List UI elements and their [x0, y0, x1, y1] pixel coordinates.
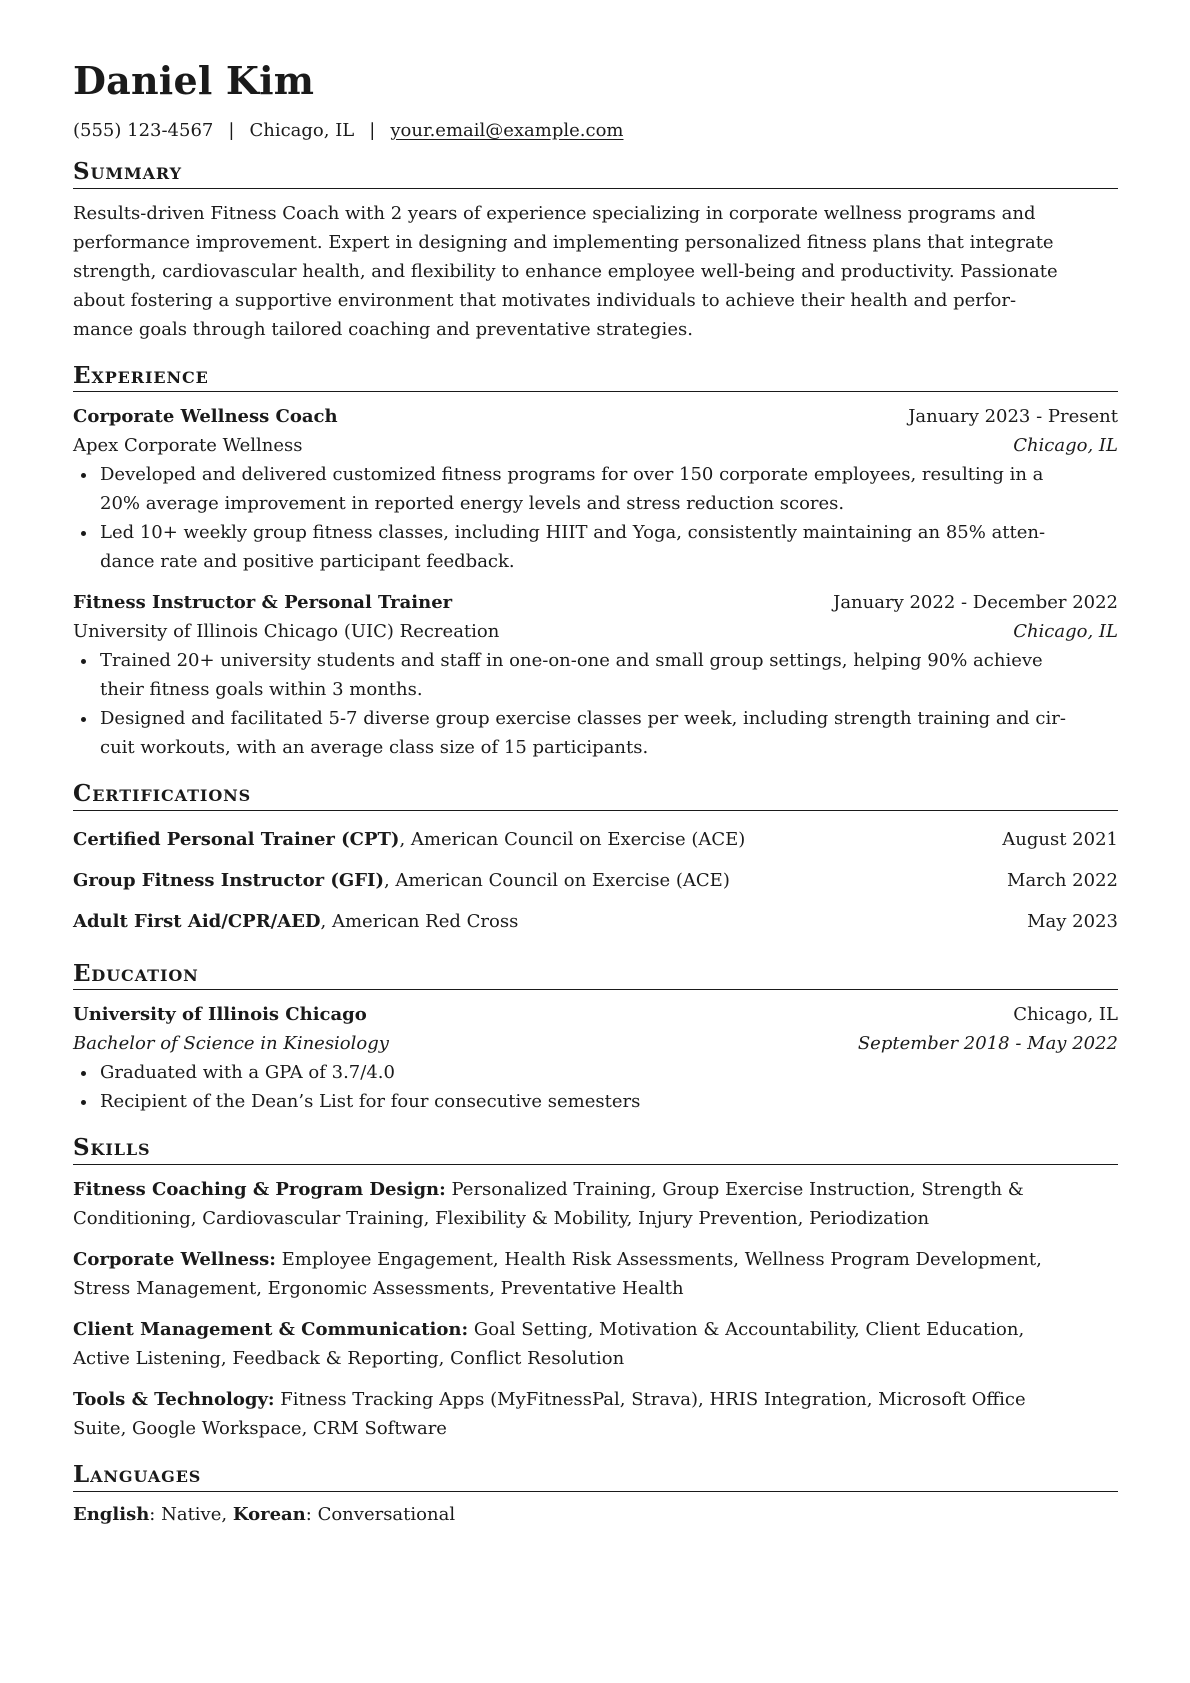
- certification-name: Certified Personal Trainer (CPT): [73, 828, 400, 850]
- education-heading: Education: [73, 960, 1118, 991]
- job-bullets: [73, 646, 1118, 762]
- contact-separator: |: [369, 120, 376, 141]
- bullet-item: [73, 646, 1118, 704]
- summary-heading: Summary: [73, 158, 1118, 189]
- skill-group: [73, 1175, 1118, 1233]
- contact-separator: |: [228, 120, 235, 141]
- job-title-row: [73, 588, 1118, 617]
- certification-row: [73, 901, 1118, 942]
- skill-line: [73, 1175, 1118, 1204]
- school-name: University of Illinois Chicago: [73, 1004, 367, 1026]
- degree-dates: September 2018 - May 2022: [857, 1033, 1118, 1055]
- summary-text: [73, 199, 1118, 344]
- skill-label: Tools & Technology:: [73, 1388, 275, 1410]
- school-location: Chicago, IL: [1013, 1004, 1118, 1026]
- certification-text: [73, 901, 518, 942]
- job-org-row: [73, 617, 1118, 646]
- skill-items: Employee Engagement, Health Risk Assessments, Wellness Program Development,: [275, 1248, 1042, 1270]
- contact-line: [73, 122, 1118, 140]
- bullet-item: Graduated with a GPA of 3.7/4.0: [73, 1058, 1118, 1087]
- bullet-line: 20% average improvement in reported energy levels and stress reduction scores.: [100, 493, 845, 515]
- bullet-line: their fitness goals within 3 months.: [100, 679, 423, 701]
- skill-label: Fitness Coaching & Program Design:: [73, 1178, 446, 1200]
- job-title: Corporate Wellness Coach: [73, 406, 338, 428]
- skill-items: Personalized Training, Group Exercise Instruction, Strength &: [445, 1178, 1024, 1200]
- school-row: [73, 1000, 1118, 1029]
- job-organization: University of Illinois Chicago (UIC) Recreation: [73, 621, 500, 643]
- skill-line: Suite, Google Workspace, CRM Software: [73, 1417, 447, 1439]
- job-organization: Apex Corporate Wellness: [73, 435, 303, 457]
- candidate-name: Daniel Kim: [73, 58, 315, 103]
- certification-date: May 2023: [1027, 910, 1118, 932]
- contact-email-link[interactable]: your.email@example.com: [390, 120, 624, 141]
- language-name: Korean: [232, 1503, 306, 1525]
- summary-line: about fostering a supportive environment that motivates individuals to achieve their health and perfor-: [73, 289, 1017, 311]
- skill-line: [73, 1245, 1118, 1274]
- skills-heading: Skills: [73, 1134, 1118, 1165]
- languages-section: [73, 1461, 1118, 1529]
- bullet-item: [73, 518, 1118, 576]
- certification-row: [73, 819, 1118, 860]
- summary-line: mance goals through tailored coaching and preventative strategies.: [73, 318, 693, 340]
- skill-line: [73, 1385, 1118, 1414]
- job-title-row: [73, 402, 1118, 431]
- certification-issuer: , American Red Cross: [320, 910, 519, 932]
- skill-items: Fitness Tracking Apps (MyFitnessPal, Strava), HRIS Integration, Microsoft Office: [274, 1388, 1026, 1410]
- bullet-item: Recipient of the Dean’s List for four consecutive semesters: [73, 1087, 1118, 1116]
- skill-label: Corporate Wellness:: [73, 1248, 276, 1270]
- skill-group: [73, 1315, 1118, 1373]
- certification-issuer: , American Council on Exercise (ACE): [383, 869, 730, 891]
- job-location: Chicago, IL: [1013, 621, 1118, 643]
- bullet-line: dance rate and positive participant feedback.: [100, 551, 515, 573]
- skill-line: Stress Management, Ergonomic Assessments, Preventative Health: [73, 1277, 684, 1299]
- bullet-line: cuit workouts, with an average class size of 15 participants.: [100, 737, 649, 759]
- degree-name: Bachelor of Science in Kinesiology: [73, 1033, 389, 1055]
- degree-row: [73, 1029, 1118, 1058]
- certification-date: March 2022: [1007, 869, 1118, 891]
- bullet-item: [73, 460, 1118, 518]
- summary-line: Results-driven Fitness Coach with 2 years of experience specializing in corporate wellness programs and: [73, 202, 1036, 224]
- education-entry: [73, 1000, 1118, 1116]
- job-bullets: [73, 460, 1118, 576]
- certifications-heading: Certifications: [73, 780, 1118, 811]
- certification-issuer: , American Council on Exercise (ACE): [399, 828, 746, 850]
- certification-name: Adult First Aid/CPR/AED: [73, 910, 321, 932]
- skill-group: [73, 1385, 1118, 1443]
- job-dates: January 2022 - December 2022: [833, 592, 1118, 614]
- experience-entry: [73, 402, 1118, 576]
- certification-row: [73, 860, 1118, 901]
- skill-line: Active Listening, Feedback & Reporting, Conflict Resolution: [73, 1347, 625, 1369]
- skills-section: [73, 1134, 1118, 1443]
- contact-location: Chicago, IL: [249, 120, 355, 141]
- language-level: : Native,: [149, 1503, 233, 1525]
- summary-line: performance improvement. Expert in designing and implementing personalized fitness plans that integrate: [73, 231, 1054, 253]
- experience-entry: [73, 588, 1118, 762]
- languages-line: [73, 1500, 1118, 1529]
- summary-section: [73, 158, 1118, 344]
- languages-heading: Languages: [73, 1461, 1118, 1492]
- education-bullets: [73, 1058, 1118, 1116]
- job-title: Fitness Instructor & Personal Trainer: [73, 592, 453, 614]
- bullet-line: Led 10+ weekly group fitness classes, including HIIT and Yoga, consistently maintaining an 85% atten-: [100, 522, 1046, 544]
- education-section: [73, 960, 1118, 1117]
- skill-label: Client Management & Communication:: [73, 1318, 469, 1340]
- job-org-row: [73, 431, 1118, 460]
- experience-section: [73, 362, 1118, 763]
- skill-items: Goal Setting, Motivation & Accountability, Client Education,: [468, 1318, 1025, 1340]
- certification-list: [73, 819, 1118, 942]
- bullet-line: Developed and delivered customized fitness programs for over 150 corporate employees, resulting in a: [100, 464, 1044, 486]
- skill-line: [73, 1315, 1118, 1344]
- certification-name: Group Fitness Instructor (GFI): [73, 869, 384, 891]
- job-dates: January 2023 - Present: [908, 406, 1118, 428]
- skill-group: [73, 1245, 1118, 1303]
- certification-text: [73, 860, 730, 901]
- certifications-section: [73, 780, 1118, 942]
- bullet-line: Trained 20+ university students and staff in one-on-one and small group settings, helping 90% achieve: [100, 650, 1043, 672]
- certification-date: August 2021: [1002, 828, 1118, 850]
- bullet-item: [73, 704, 1118, 762]
- language-name: English: [73, 1503, 150, 1525]
- summary-line: strength, cardiovascular health, and flexibility to enhance employee well-being and productivity. Passionate: [73, 260, 1058, 282]
- language-level: : Conversational: [305, 1503, 456, 1525]
- skill-line: Conditioning, Cardiovascular Training, Flexibility & Mobility, Injury Prevention, Periodization: [73, 1207, 930, 1229]
- bullet-line: Designed and facilitated 5-7 diverse group exercise classes per week, including strength training and cir-: [100, 708, 1066, 730]
- certification-text: [73, 819, 745, 860]
- job-location: Chicago, IL: [1013, 435, 1118, 457]
- contact-phone: (555) 123-4567: [73, 120, 214, 141]
- experience-heading: Experience: [73, 362, 1118, 393]
